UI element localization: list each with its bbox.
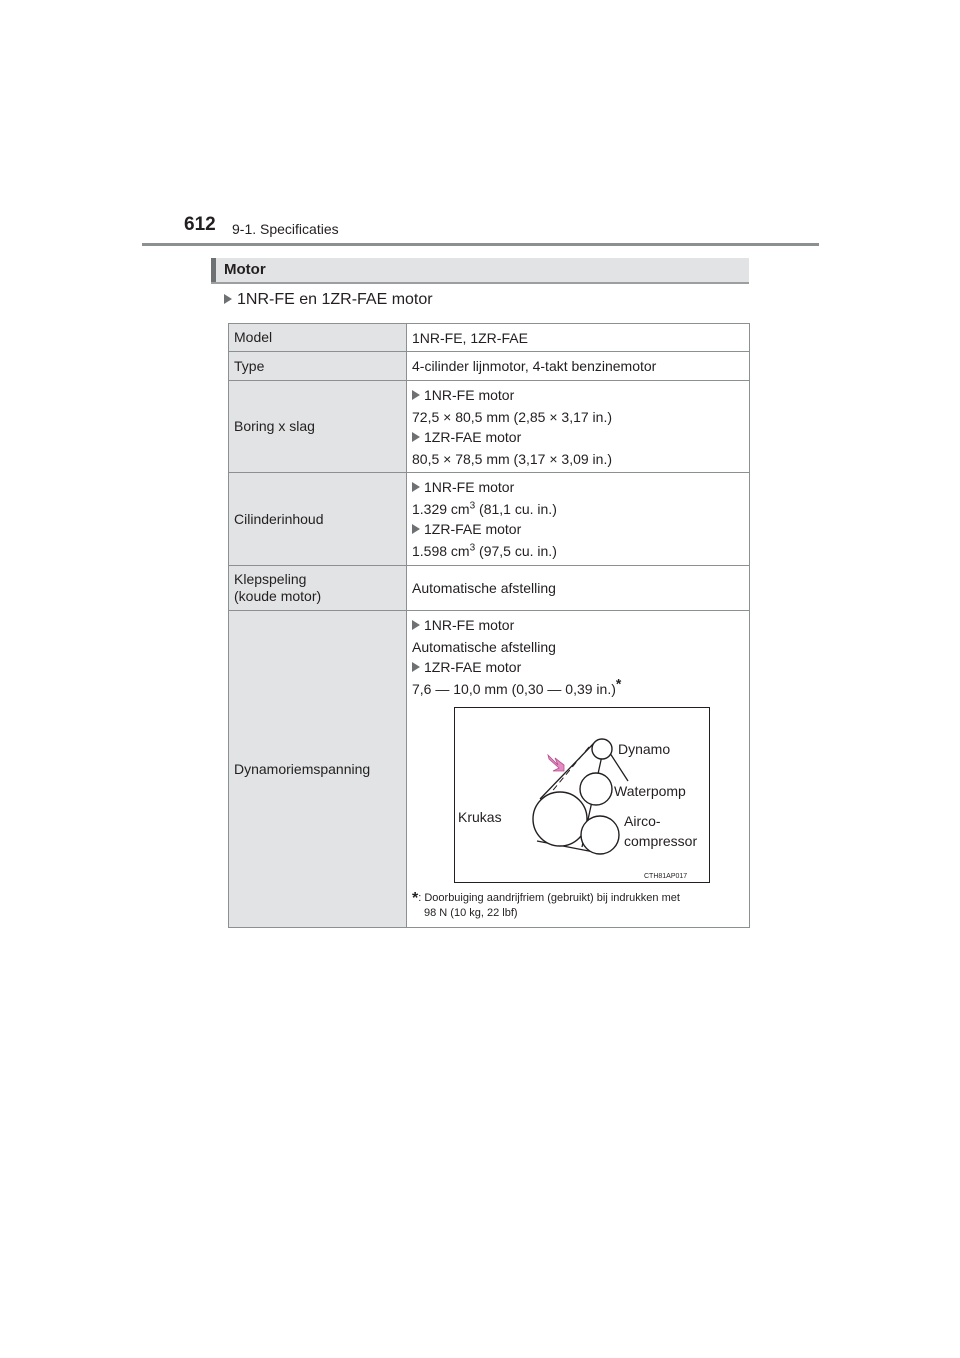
row-key: Model <box>229 324 407 352</box>
section-bar <box>211 258 749 284</box>
footnote-star: * <box>412 890 419 907</box>
row-value: 1NR-FE, 1ZR-FAE <box>407 324 750 352</box>
table-row <box>229 324 750 352</box>
dynamo-pulley-icon <box>592 739 612 759</box>
engine-value: 1.329 $cm^3$ (81,1 cu. in.) <box>412 500 557 517</box>
engine-label: 1ZR-FAE motor <box>424 521 522 537</box>
triangle-bullet-icon <box>412 524 420 534</box>
triangle-bullet-icon <box>224 294 232 304</box>
label-aircon-2: compressor <box>624 833 698 849</box>
page-number: 612 <box>184 214 216 235</box>
engine-label: 1ZR-FAE motor <box>424 659 522 675</box>
footnote-line2: 98 N (10 kg, 22 lbf) <box>424 907 518 919</box>
section-title: Motor <box>224 261 266 278</box>
table-row <box>229 381 750 473</box>
triangle-bullet-icon <box>412 390 420 400</box>
table-row <box>229 473 750 566</box>
row-value: 4-cilinder lijnmotor, 4-takt benzinemotor <box>407 352 750 381</box>
engine-label: 1NR-FE motor <box>424 386 515 403</box>
footnote <box>412 891 744 921</box>
belt-diagram-svg <box>454 707 710 883</box>
footnote-line1: : Doorbuiging aandrijfriem (gebruikt) bij indrukken met <box>418 892 680 904</box>
table-row <box>229 352 750 381</box>
subheading <box>224 291 433 309</box>
table-row <box>229 611 750 928</box>
row-value: Automatische afstelling <box>407 566 750 611</box>
table-row <box>229 566 750 611</box>
footnote-marker: * <box>615 675 622 692</box>
row-key: Dynamoriemspanning <box>229 611 407 928</box>
row-value <box>407 611 750 928</box>
triangle-bullet-icon <box>412 482 420 492</box>
crankshaft-pulley-icon <box>533 792 587 846</box>
waterpump-pulley-icon <box>580 773 612 805</box>
engine-label: 1NR-FE motor <box>424 479 515 495</box>
label-waterpump: Waterpomp <box>614 783 686 799</box>
engine-value: 1.598 $cm^3$ (97,5 cu. in.) <box>412 542 557 559</box>
row-key: Cilinderinhoud <box>229 473 407 566</box>
row-key: Klepspeling (koude motor) <box>229 566 407 611</box>
triangle-bullet-icon <box>412 662 420 672</box>
diagram-code: CTH81AP017 <box>644 873 688 880</box>
engine-label: 1ZR-FAE motor <box>424 428 522 445</box>
triangle-bullet-icon <box>412 620 420 630</box>
engine-value: Automatische afstelling <box>412 639 556 655</box>
section-bar-accent <box>211 258 216 282</box>
label-dynamo: Dynamo <box>618 741 671 757</box>
triangle-bullet-icon <box>412 432 420 442</box>
label-aircon-1: Airco- <box>624 813 661 829</box>
aircon-pulley-icon <box>581 816 619 854</box>
subheading-text: 1NR-FE en 1ZR-FAE motor <box>237 291 433 308</box>
row-key: Type <box>229 352 407 381</box>
header-rule <box>142 243 819 246</box>
engine-value: 7,6 — 10,0 mm (0,30 — 0,39 in.)* <box>412 675 622 697</box>
engine-value: 72,5 × 80,5 mm (2,85 × 3,17 in.) <box>412 408 613 425</box>
row-value <box>407 473 750 566</box>
section-label: 9-1. Specificaties <box>232 221 339 237</box>
row-value <box>407 381 750 473</box>
row-key: Boring x slag <box>229 381 407 473</box>
spec-table <box>228 323 750 928</box>
belt-diagram <box>454 707 710 883</box>
label-crankshaft: Krukas <box>458 809 502 825</box>
engine-value: 80,5 × 78,5 mm (3,17 × 3,09 in.) <box>412 450 613 467</box>
engine-label: 1NR-FE motor <box>424 617 515 633</box>
